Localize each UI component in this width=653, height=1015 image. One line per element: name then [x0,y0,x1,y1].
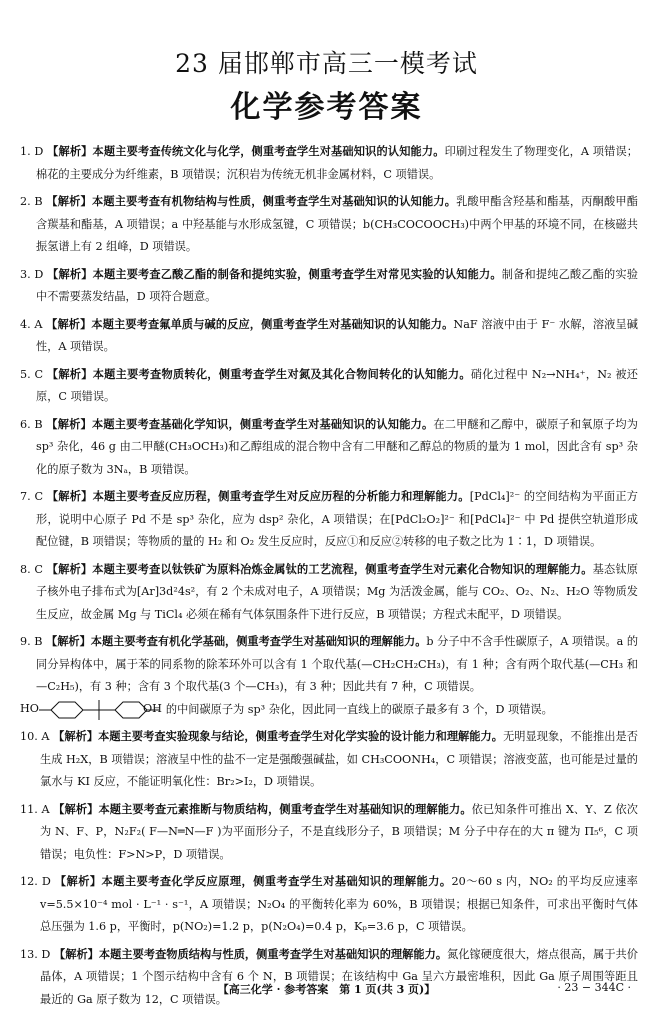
answer-item-11: 11. A 【解析】本题主要考查元素推断与物质结构，侧重考查学生对基础知识的理解能力。依已知条件可推出 X、Y、Z 依次为 N、F、P，N₂F₂( F—N═N—F )为平面形分子，不是直线形分子，B 项错误；M 分子中存在的大 π 键为 Π₅⁶，C 项错误；电负性：F>N>P，D 项错误。 [20,801,638,861]
footer-page-info: 【高三化学 · 参考答案 第 1 页(共 3 页)】 [217,983,436,996]
answer-item-2: 2. B 【解析】本题主要考查有机物结构与性质，侧重考查学生对基础知识的认知能力。乳酸甲酯含羟基和酯基，丙酮酸甲酯含羰基和酯基，A 项错误；a 中羟基能与水形成氢键，C 项错误；b(CH₃COCOOCH₃)中两个甲基的环境不同，在核磁共振氢谱上有 2 组峰，D 项错误。 [20,194,638,253]
answer-item-4: 4. A 【解析】本题主要考查氟单质与碱的反应，侧重考查学生对基础知识的认知能力。NaF 溶液中由于 F⁻ 水解，溶液呈碱性，A 项错误。 [20,316,638,353]
bisphenol-structure-icon: HO OH [36,699,162,721]
footer-code: · 23 − 344C · [557,981,631,994]
answer-item-1: 1. D 【解析】本题主要考查传统文化与化学，侧重考查学生对基础知识的认知能力。印刷过程发生了物理变化，A 项错误；棉花的主要成分为纤维素，B 项错误；沉积岩为传统无机非金属材料，C 项错误。 [20,144,638,181]
answer-item-7: 7. C 【解析】本题主要考查反应历程，侧重考查学生对反应历程的分析能力和理解能力。[PdCl₄]²⁻ 的空间结构为平面正方形，说明中心原子 Pd 不是 sp³ 杂化，应为 dsp² 杂化，A 项错误；在[PdCl₂O₂]²⁻ 和[PdCl₄]²⁻ 中 Pd 提供空轨道形成配位键，B 项错误；等物质的量的 H₂ 和 O₂ 发生反应时，反应①和反应②转移的电子数之比为 1∶1，D 项错误。 [20,489,638,548]
benzene-rings-icon [39,699,159,721]
answer-item-5: 5. C 【解析】本题主要考查物质转化，侧重考查学生对氮及其化合物间转化的认知能力。硝化过程中 N₂→NH₄⁺，N₂ 被还原，C 项错误。 [20,366,638,403]
answer-item-9: 9. B 【解析】本题主要考查有机化学基础，侧重考查学生对基础知识的理解能力。b 分子中不含手性碳原子，A 项错误。a 的同分异构体中，属于苯的同系物的除苯环外可以含有 1 个取代基(—CH₂CH₂CH₃)，有 1 种；含有两个取代基(—CH₃ 和—C₂H₅)，有 3 种；含有 3 个取代基(3 个—CH₃)，有 3 种；因此共有 7 种，C 项错误。 HO OH 的中间碳原子为 sp³ 杂化，因此同一直线上的碳原子最多有 3 个，D 项错误。 [20,630,638,721]
answer-list [20,140,638,1015]
answer-item-3: 3. D 【解析】本题主要考查乙酸乙酯的制备和提纯实验，侧重考查学生对常见实验的认知能力。制备和提纯乙酸乙酯的实验中不需要蒸发结晶，D 项符合题意。 [20,266,638,303]
answer-item-6: 6. B 【解析】本题主要考查基础化学知识，侧重考查学生对基础知识的认知能力。在二甲醚和乙醇中，碳原子和氧原子均为 sp³ 杂化，46 g 由二甲醚(CH₃OCH₃)和乙醇组成的混合物中含有二甲醚和乙醇总的物质的量为 1 mol，因此含有 sp³ 杂化的原子数为 3Nₐ，B 项错误。 [20,416,638,476]
answer-item-12: 12. D 【解析】本题主要考查化学反应原理，侧重考查学生对基础知识的理解能力。20～60 s 内，NO₂ 的平均反应速率 v=5.5×10⁻⁴ mol · L⁻¹ · s⁻¹，A 项错误；N₂O₄ 的平衡转化率为 60%，B 项错误；根据已知条件，可求出平衡时气体总压强为 1.6 p，平衡时，p(NO₂)=1.2 p，p(N₂O₄)=0.4 p，Kₚ=3.6 p，C 项错误。 [20,874,638,933]
answer-title: 化学参考答案 [230,90,423,125]
answer-item-8: 8. C 【解析】本题主要考查以钛铁矿为原料冶炼金属钛的工艺流程，侧重考查学生对元素化合物知识的理解能力。基态钛原子核外电子排布式为[Ar]3d²4s²，有 2 个未成对电子，A 项错误；Mg 为活泼金属，能与 CO₂、O₂、N₂、H₂O 等物质发生反应，故金属 Mg 与 TiCl₄ 必须在稀有气体氛围条件下进行反应，B 项错误；方程式未配平，D 项错误。 [20,561,638,621]
answer-item-10: 10. A 【解析】本题主要考查实验现象与结论，侧重考查学生对化学实验的设计能力和理解能力。无明显现象，不能推出是否生成 H₂X，B 项错误；溶液呈中性的盐不一定是强酸强碱盐，如 CH₃COONH₄，C 项错误；溶液变蓝，也可能是过量的氯水与 KI 反应，不能证明氧化性：Br₂>I₂，D 项错误。 [20,729,638,788]
answer-item-13: 13. D 【解析】本题主要考查物质结构与性质，侧重考查学生对基础知识的理解能力。氮化镓硬度很大，熔点很高，属于共价晶体，A 项错误；1 个图示结构中含有 6 个 N，B 项错误；在该结构中 Ga 呈六方最密堆积，因此 Ga 原子周围等距且最近的 Ga 原子数为 12，C 项错误。 [20,946,638,1006]
exam-title: 23 届邯郸市高三一模考试 [175,49,478,78]
